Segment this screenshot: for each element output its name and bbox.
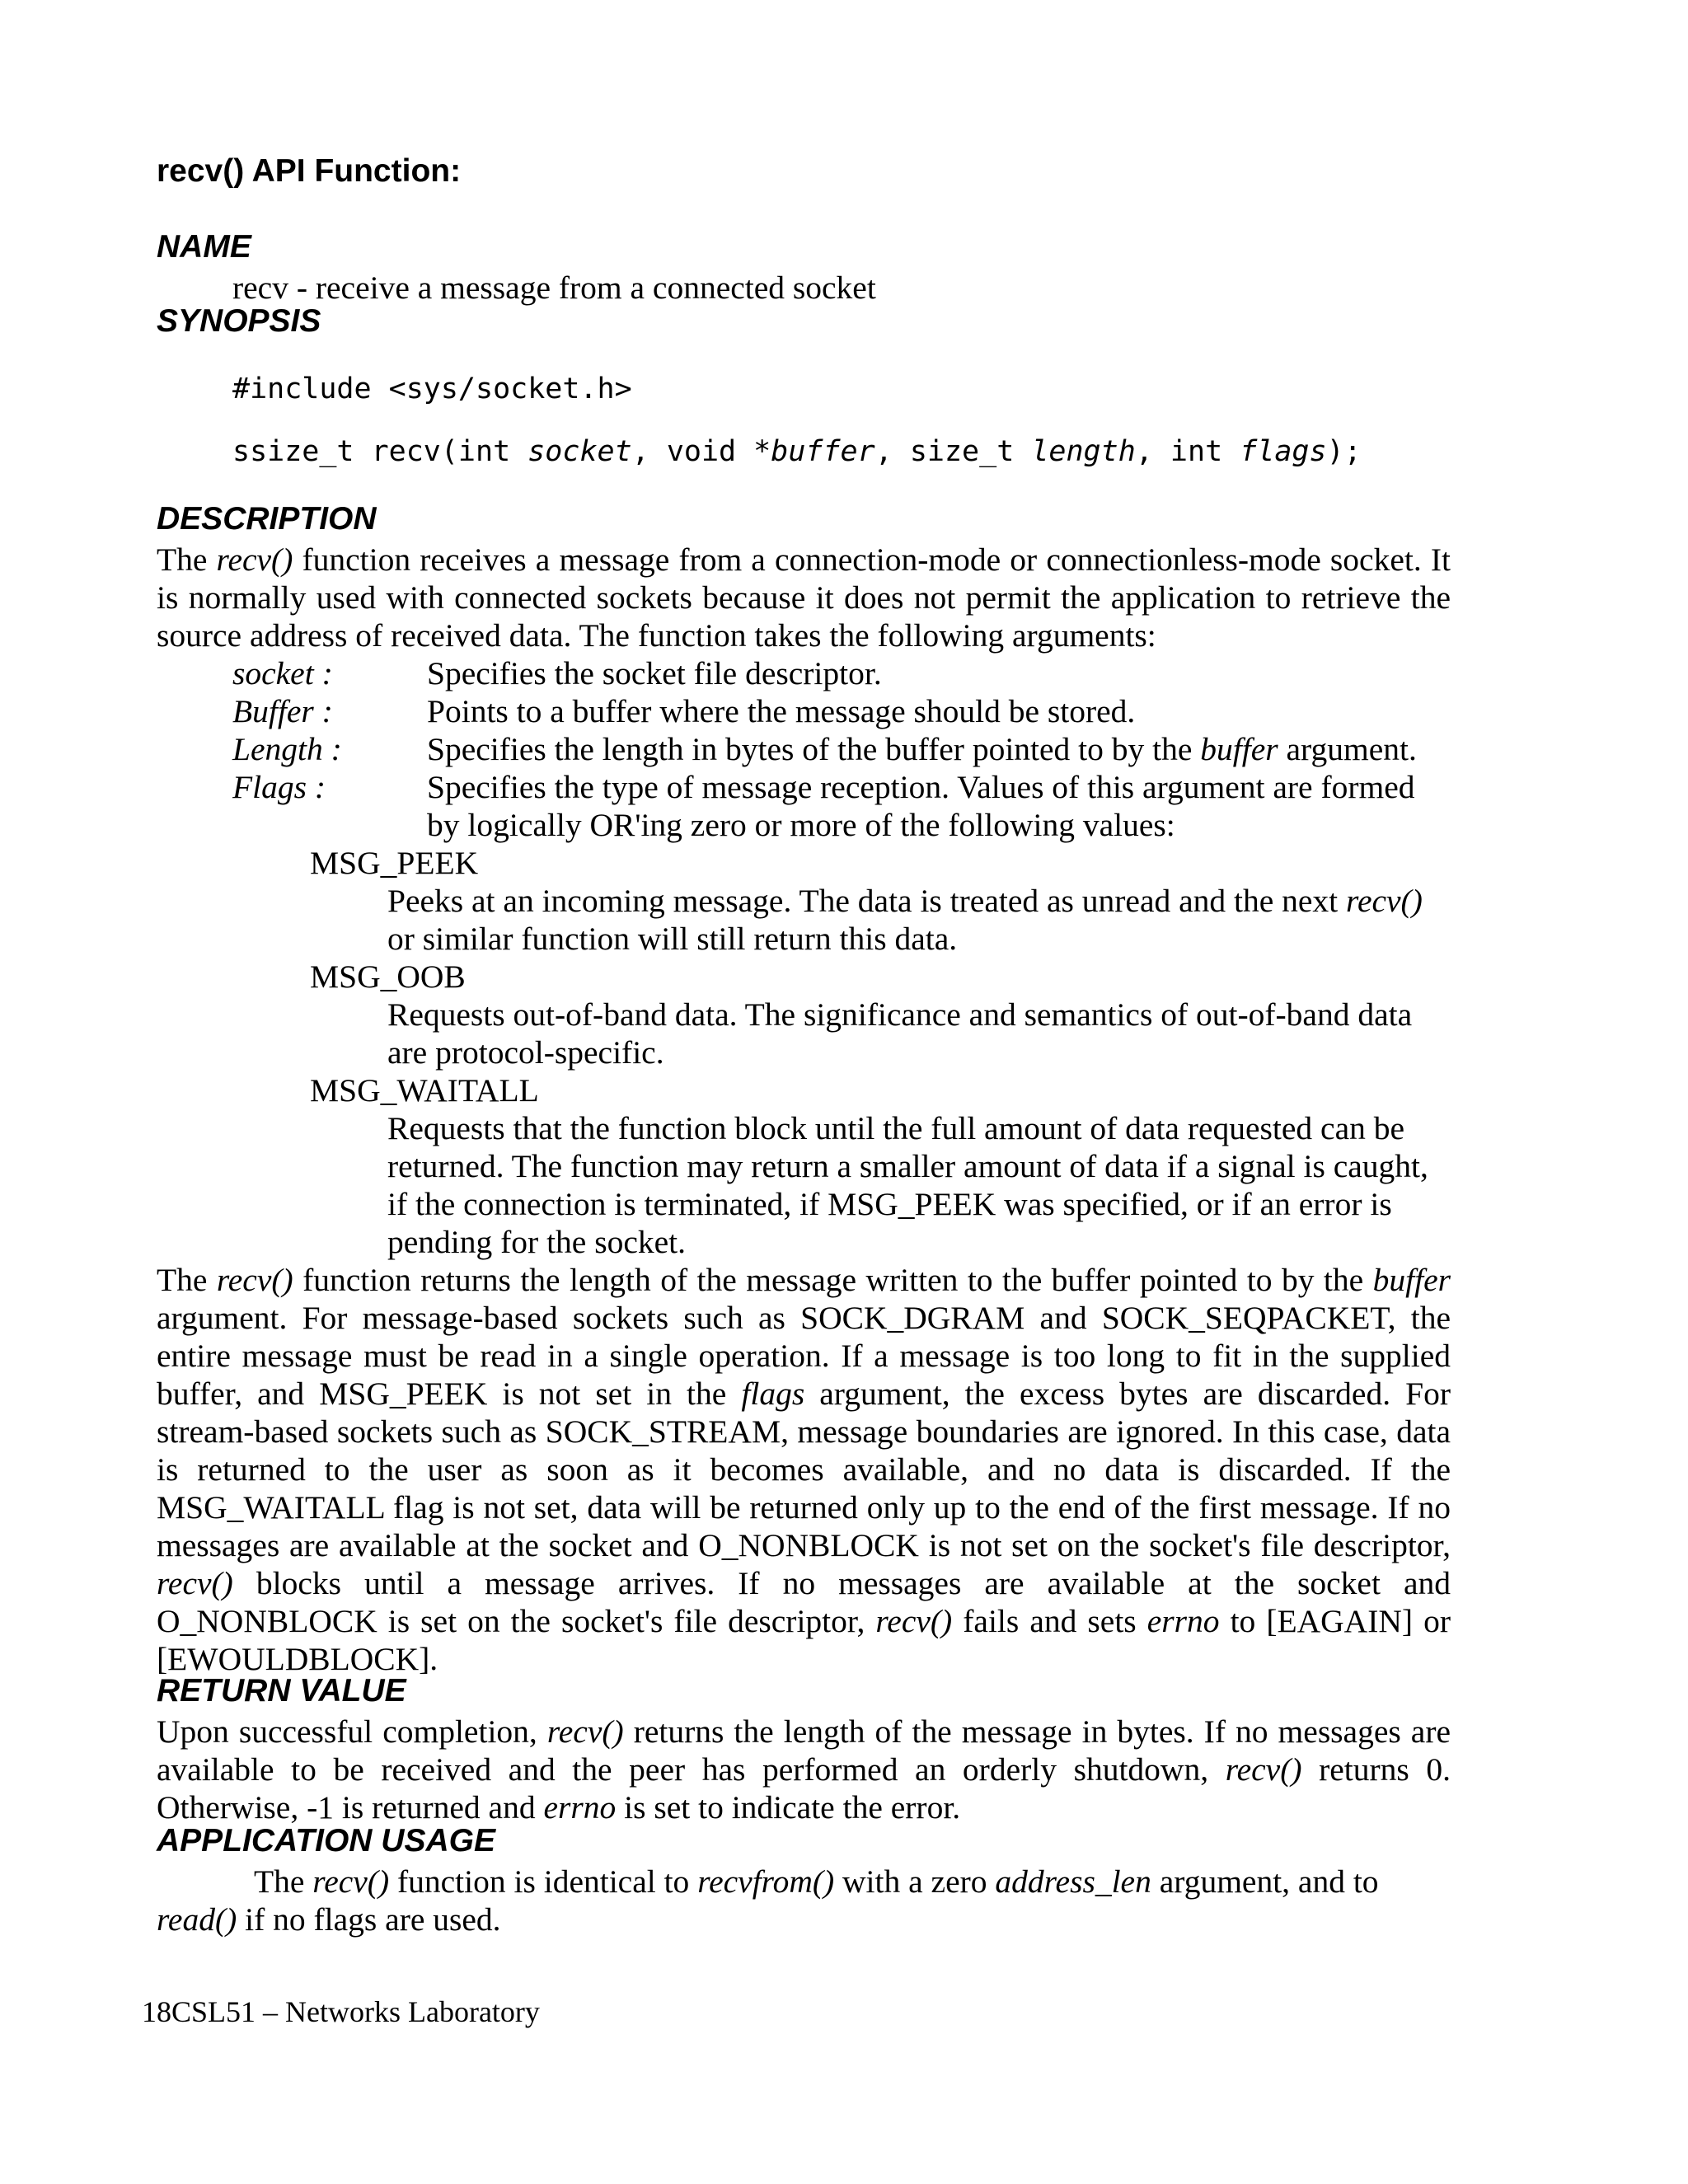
flag-name-msg-waitall: MSG_WAITALL bbox=[310, 1072, 539, 1108]
proto-sep3: , int bbox=[1135, 435, 1240, 468]
section-heading-application-usage: APPLICATION USAGE bbox=[157, 1823, 495, 1858]
description-paragraph: The recv() function returns the length of the message written to the buffer pointed to by the buffer argument. For message-based sockets such as SOCK_DGRAM and SOCK_SEQPACKET, the entire message must be read in a single operation. If a message is too long to fit in the supplied buffer, and MSG_PEEK is not set in the flags argument, the excess bytes are discarded. For stream-based sockets such as SOCK_STREAM, message boundaries are ignored. In this case, data is returned to the user as soon as it becomes available, and no data is discarded. If the MSG_WAITALL flag is not set, data will be returned only up to the end of the first message. If no messages are available at the socket and O_NONBLOCK is not set on the socket's file descriptor, recv() blocks until a message arrives. If no messages are available at the socket and O_NONBLOCK is set on the socket's file descriptor, recv() fails and sets errno to [EAGAIN] or [EWOULDBLOCK]. bbox=[157, 1262, 1451, 1677]
arg-desc-length: Specifies the length in bytes of the buffer pointed to by the buffer argument. bbox=[427, 731, 1417, 767]
flag-desc-msg-waitall: Requests that the function block until the full amount of data requested can be returned. The function may return a smaller amount of data if a signal is caught, if the connection is terminated, if MSG_PEEK was specified, or if an error is pending for the socket. bbox=[387, 1110, 1428, 1260]
proto-ret: ssize_t recv(int bbox=[232, 435, 528, 468]
arg-name-buffer: Buffer : bbox=[232, 693, 333, 729]
description-intro: The recv() function receives a message from a connection-mode or connectionless-mode socket. It is normally used with connected sockets because it does not permit the application to retrieve the source address of received data. The function takes the following arguments: bbox=[157, 541, 1451, 654]
arg-desc-buffer: Points to a buffer where the message should be stored. bbox=[427, 693, 1136, 729]
flag-name-msg-peek: MSG_PEEK bbox=[310, 845, 479, 881]
arg-name-socket: socket : bbox=[232, 655, 333, 691]
arg-name-length: Length : bbox=[232, 731, 342, 767]
application-usage-text: The recv() function is identical to recvfrom() with a zero address_len argument, and to read() if no flags are used. bbox=[157, 1863, 1379, 1938]
section-heading-synopsis: SYNOPSIS bbox=[157, 303, 321, 339]
fn-recv: recv() bbox=[216, 541, 293, 578]
section-heading-name: NAME bbox=[157, 229, 251, 265]
arg-desc-socket: Specifies the socket file descriptor. bbox=[427, 655, 882, 691]
proto-sep1: , void * bbox=[631, 435, 771, 468]
page-title: recv() API Function: bbox=[157, 153, 462, 189]
flag-name-msg-oob: MSG_OOB bbox=[310, 958, 466, 995]
section-heading-description: DESCRIPTION bbox=[157, 501, 377, 537]
proto-sep2: , size_t bbox=[874, 435, 1032, 468]
proto-end: ); bbox=[1326, 435, 1362, 468]
proto-param-flags: flags bbox=[1240, 435, 1327, 468]
proto-param-socket: socket bbox=[528, 435, 632, 468]
flag-desc-msg-peek: Peeks at an incoming message. The data is treated as unread and the next recv() or similar function will still return this data. bbox=[387, 883, 1423, 957]
section-heading-return-value: RETURN VALUE bbox=[157, 1673, 406, 1708]
name-text: recv - receive a message from a connected socket bbox=[232, 269, 876, 306]
synopsis-include: #include <sys/socket.h> bbox=[232, 373, 632, 405]
arg-name-flags: Flags : bbox=[232, 769, 326, 805]
flag-desc-msg-oob: Requests out-of-band data. The significance and semantics of out-of-band data are protocol-specific. bbox=[387, 996, 1413, 1071]
proto-param-length: length bbox=[1031, 435, 1136, 468]
proto-param-buffer: buffer bbox=[771, 435, 875, 468]
arg-desc-flags: Specifies the type of message reception. Values of this argument are formed by logically OR'ing zero or more of the following values: bbox=[427, 769, 1415, 843]
page-footer: 18CSL51 – Networks Laboratory bbox=[142, 1995, 540, 2028]
return-value-text: Upon successful completion, recv() returns the length of the message in bytes. If no messages are available to be received and the peer has performed an orderly shutdown, recv() returns 0. Otherwise, -1 is returned and errno is set to indicate the error. bbox=[157, 1713, 1451, 1825]
synopsis-prototype bbox=[232, 435, 1362, 468]
